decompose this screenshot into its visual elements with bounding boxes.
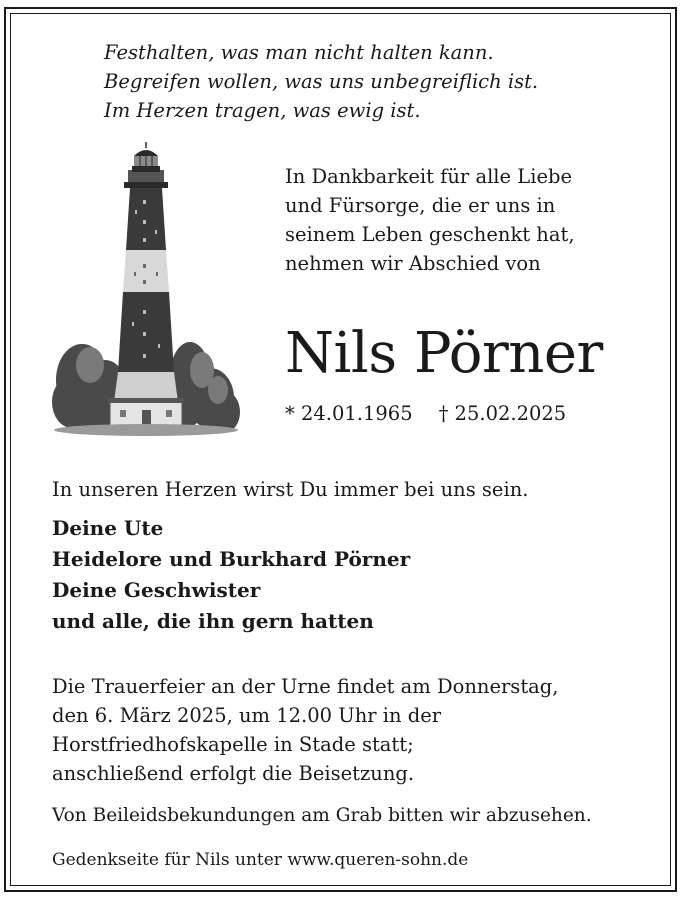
death-date: † 25.02.2025 <box>438 402 567 425</box>
ceremony-info <box>52 672 558 788</box>
gratitude-line: In Dankbarkeit für alle Liebe <box>285 165 573 188</box>
gratitude-line: nehmen wir Abschied von <box>285 252 541 275</box>
poem-line: Festhalten, was man nicht halten kann. <box>104 41 494 64</box>
ceremony-line: anschließend erfolgt die Beisetzung. <box>52 762 415 785</box>
memorial-page-note: Gedenkseite für Nils unter www.queren-sohn.de <box>52 850 469 870</box>
hearts-line: In unseren Herzen wirst Du immer bei uns sein. <box>52 478 529 501</box>
mourner: Heidelore und Burkhard Pörner <box>52 547 411 571</box>
gratitude-text <box>285 162 575 278</box>
mourners-list <box>52 513 410 637</box>
condolence-note: Von Beileidsbekundungen am Grab bitten wir abzusehen. <box>52 805 592 826</box>
gratitude-line: seinem Leben geschenkt hat, <box>285 223 575 246</box>
mourner: Deine Ute <box>52 516 164 540</box>
gratitude-line: und Fürsorge, die er uns in <box>285 194 556 217</box>
mourner: und alle, die ihn gern hatten <box>52 609 374 633</box>
poem-line: Begreifen wollen, was uns unbegreiflich ist. <box>104 70 539 93</box>
poem <box>104 38 538 125</box>
lighthouse-icon <box>50 140 240 440</box>
ceremony-line: Die Trauerfeier an der Urne findet am Donnerstag, <box>52 675 559 698</box>
birth-date: * 24.01.1965 <box>285 402 413 425</box>
ceremony-line: den 6. März 2025, um 12.00 Uhr in der <box>52 704 442 727</box>
mourner: Deine Geschwister <box>52 578 261 602</box>
deceased-name: Nils Pörner <box>285 321 603 386</box>
ceremony-line: Horstfriedhofskapelle in Stade statt; <box>52 733 414 756</box>
poem-line: Im Herzen tragen, was ewig ist. <box>104 99 421 122</box>
life-dates <box>285 400 566 428</box>
